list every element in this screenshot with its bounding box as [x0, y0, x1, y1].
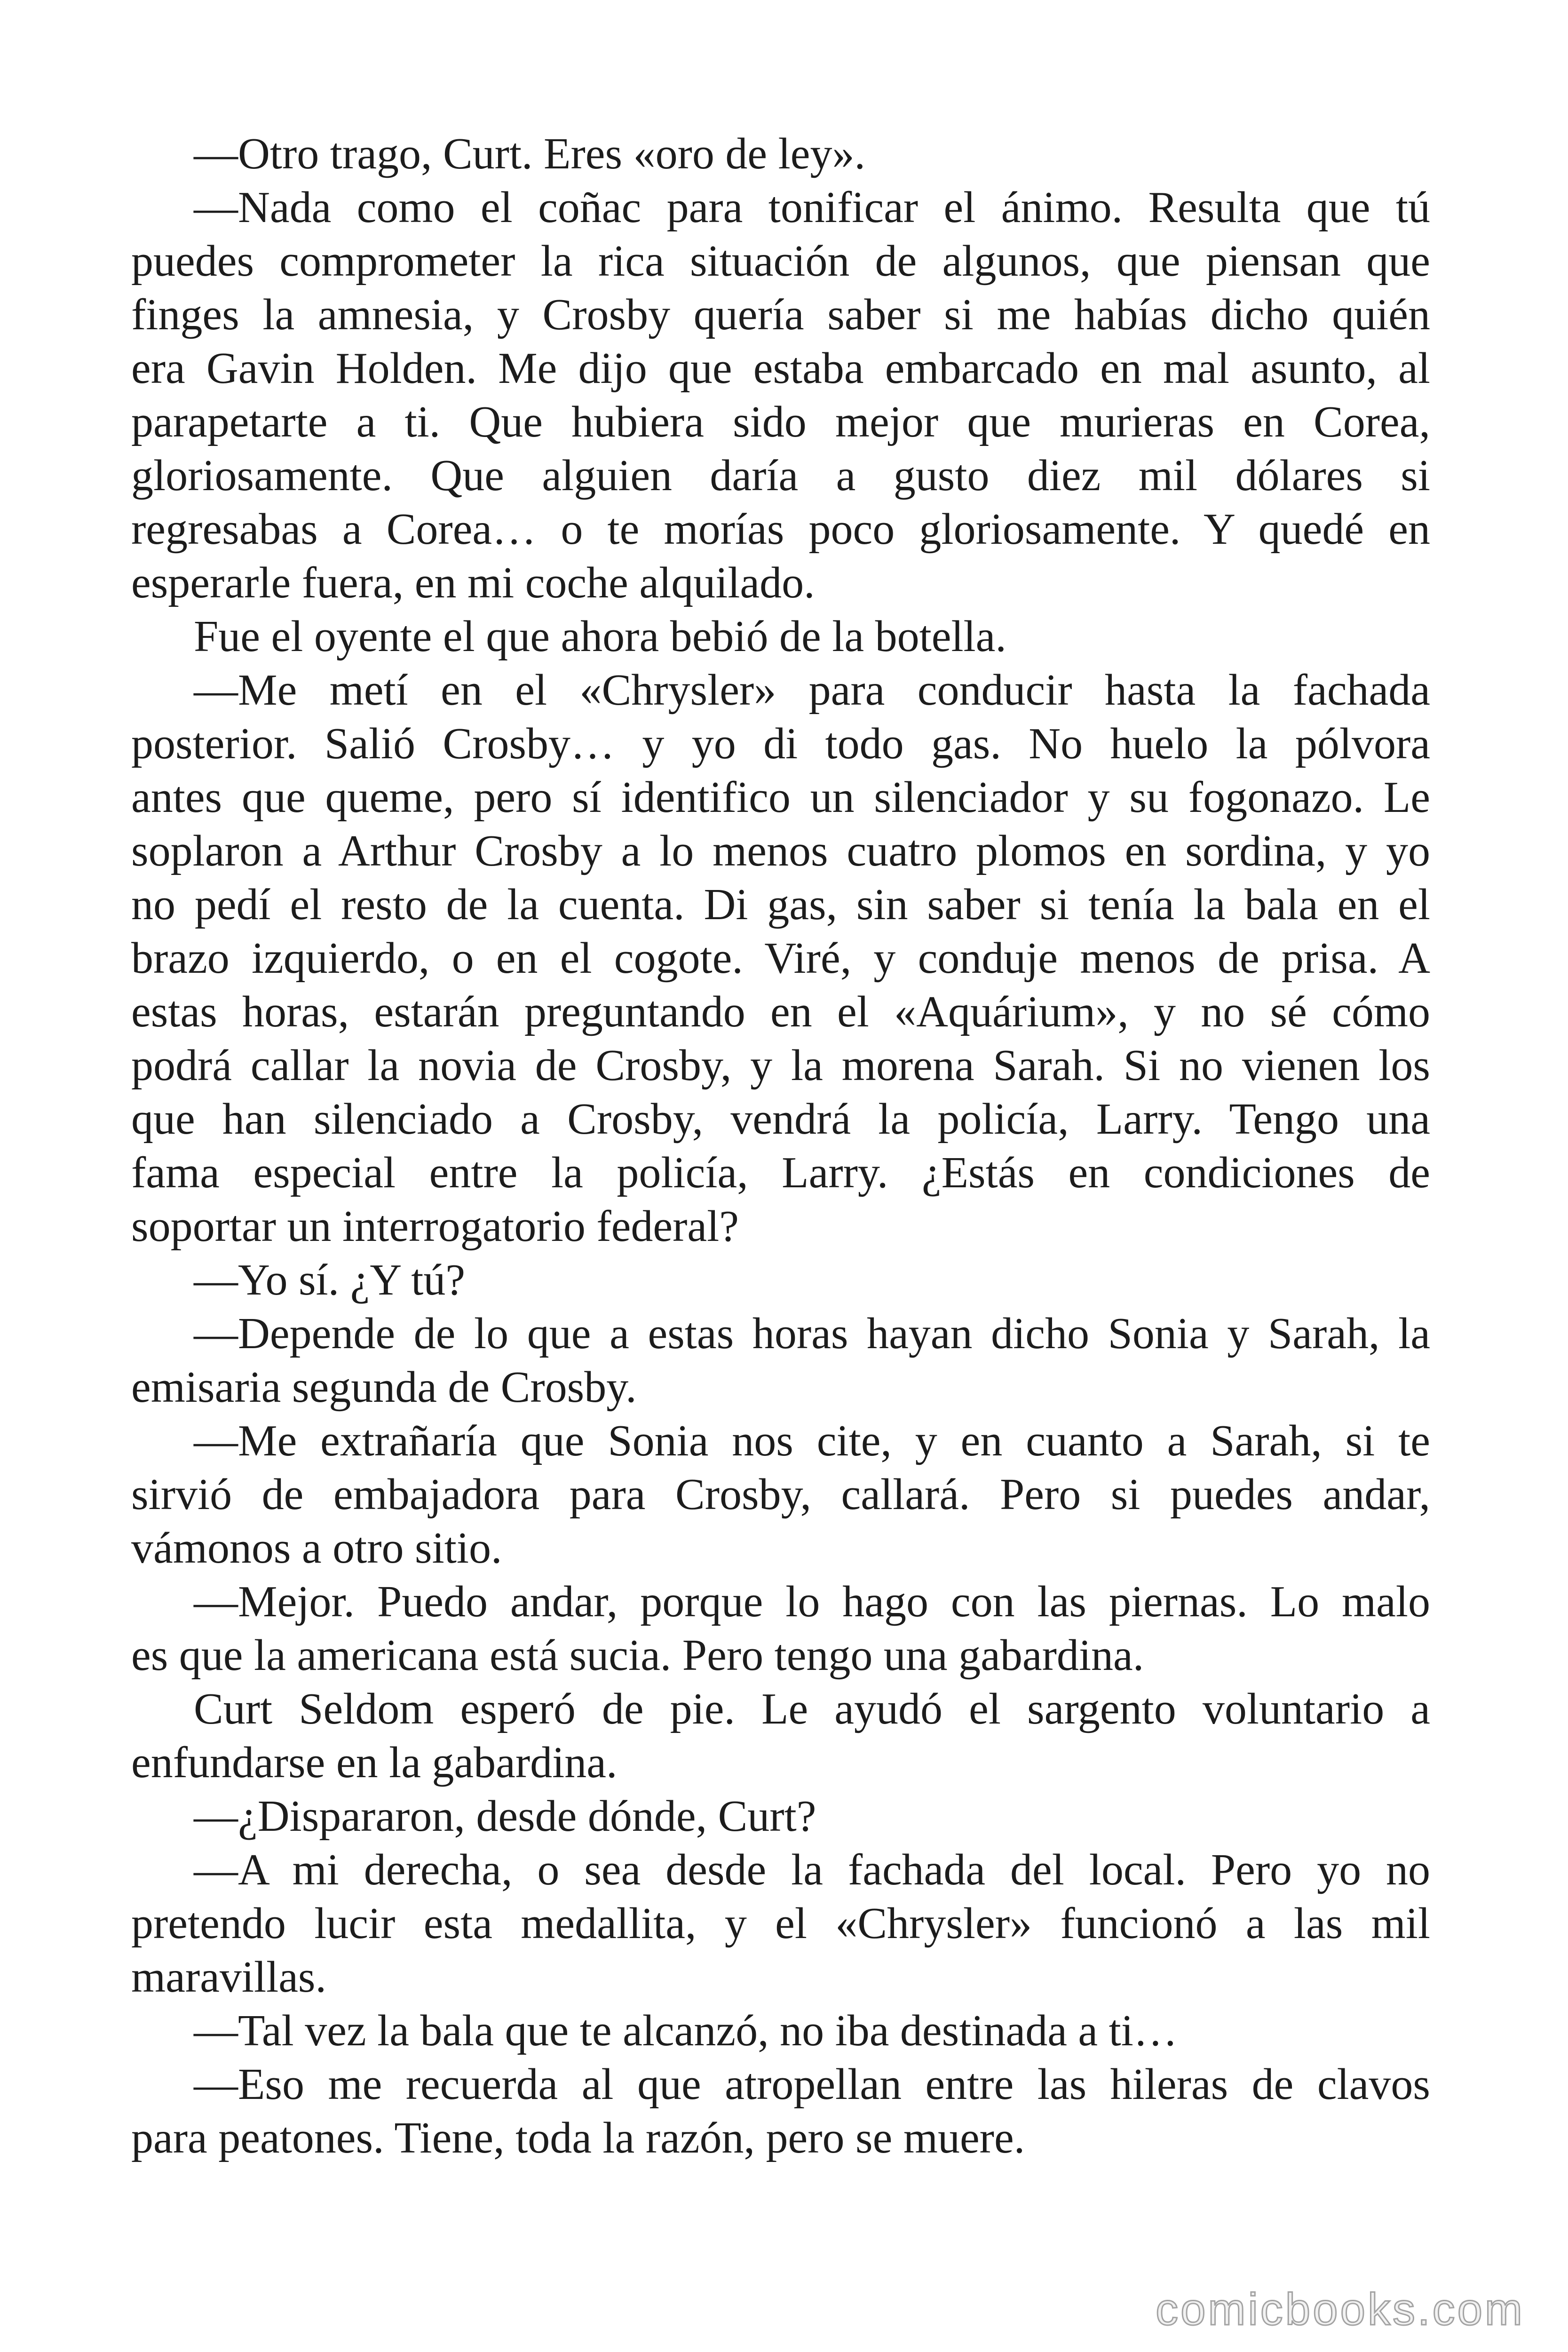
- text-line: emisaria segunda de Crosby.: [131, 1363, 637, 1412]
- text-line: —Me extrañaría que Sonia nos cite, y en cuanto a Sarah, si te: [194, 1416, 1430, 1465]
- text-line: —Depende de lo que a estas horas hayan dicho Sonia y Sarah, la: [194, 1309, 1430, 1358]
- paragraph: [131, 2004, 1430, 2058]
- watermark: comicbooks.com: [1156, 2284, 1525, 2335]
- paragraph: [131, 1307, 1430, 1414]
- paragraph: [131, 1843, 1430, 2004]
- body-text: [131, 127, 1430, 2165]
- paragraph: [131, 1575, 1430, 1682]
- text-line: es que la americana está sucia. Pero tengo una gabardina.: [131, 1631, 1144, 1680]
- paragraph: [131, 1414, 1430, 1575]
- text-line: esperarle fuera, en mi coche alquilado.: [131, 558, 815, 607]
- paragraph: [131, 663, 1430, 1253]
- text-line: fama especial entre la policía, Larry. ¿Estás en condiciones de: [131, 1148, 1430, 1197]
- text-line: podrá callar la novia de Crosby, y la morena Sarah. Si no vienen los: [131, 1041, 1430, 1090]
- text-line: soportar un interrogatorio federal?: [131, 1202, 739, 1251]
- text-line: —A mi derecha, o sea desde la fachada del local. Pero yo no: [194, 1845, 1430, 1894]
- text-line: maravillas.: [131, 1953, 327, 2002]
- text-line: —Nada como el coñac para tonificar el ánimo. Resulta que tú: [194, 183, 1430, 232]
- paragraph: [131, 610, 1430, 663]
- text-line: posterior. Salió Crosby… y yo di todo gas. No huelo la pólvora: [131, 719, 1430, 768]
- text-line: no pedí el resto de la cuenta. Di gas, sin saber si tenía la bala en el: [131, 880, 1430, 929]
- text-line: —Tal vez la bala que te alcanzó, no iba destinada a ti…: [194, 2006, 1178, 2055]
- text-line: estas horas, estarán preguntando en el «Aquárium», y no sé cómo: [131, 987, 1430, 1036]
- text-line: sirvió de embajadora para Crosby, callará. Pero si puedes andar,: [131, 1470, 1430, 1519]
- text-line: finges la amnesia, y Crosby quería saber si me habías dicho quién: [131, 290, 1430, 339]
- paragraph: [131, 181, 1430, 610]
- text-line: que han silenciado a Crosby, vendrá la policía, Larry. Tengo una: [131, 1095, 1430, 1144]
- text-line: regresabas a Corea… o te morías poco gloriosamente. Y quedé en: [131, 505, 1430, 554]
- text-line: —Mejor. Puedo andar, porque lo hago con las piernas. Lo malo: [194, 1577, 1430, 1626]
- text-line: antes que queme, pero sí identifico un silenciador y su fogonazo. Le: [131, 773, 1430, 822]
- paragraph: [131, 127, 1430, 181]
- text-line: gloriosamente. Que alguien daría a gusto diez mil dólares si: [131, 451, 1430, 500]
- text-line: —Me metí en el «Chrysler» para conducir hasta la fachada: [194, 666, 1430, 715]
- text-line: Fue el oyente el que ahora bebió de la botella.: [194, 612, 1006, 661]
- text-line: soplaron a Arthur Crosby a lo menos cuatro plomos en sordina, y yo: [131, 826, 1430, 875]
- text-line: Curt Seldom esperó de pie. Le ayudó el sargento voluntario a: [194, 1685, 1430, 1733]
- text-line: parapetarte a ti. Que hubiera sido mejor que murieras en Corea,: [131, 397, 1430, 446]
- paragraph: [131, 1682, 1430, 1789]
- text-line: —¿Dispararon, desde dónde, Curt?: [194, 1792, 816, 1841]
- text-line: enfundarse en la gabardina.: [131, 1738, 618, 1787]
- paragraph: [131, 1789, 1430, 1843]
- text-line: vámonos a otro sitio.: [131, 1524, 502, 1573]
- text-line: brazo izquierdo, o en el cogote. Viré, y conduje menos de prisa. A: [131, 934, 1430, 983]
- text-line: puedes comprometer la rica situación de algunos, que piensan que: [131, 237, 1430, 286]
- text-line: pretendo lucir esta medallita, y el «Chrysler» funcionó a las mil: [131, 1899, 1430, 1948]
- paragraph: [131, 2058, 1430, 2165]
- text-line: —Eso me recuerda al que atropellan entre las hileras de clavos: [194, 2060, 1430, 2109]
- text-line: —Otro trago, Curt. Eres «oro de ley».: [194, 129, 865, 178]
- text-line: —Yo sí. ¿Y tú?: [194, 1255, 466, 1304]
- text-line: para peatones. Tiene, toda la razón, pero se muere.: [131, 2114, 1025, 2162]
- paragraph: [131, 1253, 1430, 1307]
- text-line: era Gavin Holden. Me dijo que estaba embarcado en mal asunto, al: [131, 344, 1430, 393]
